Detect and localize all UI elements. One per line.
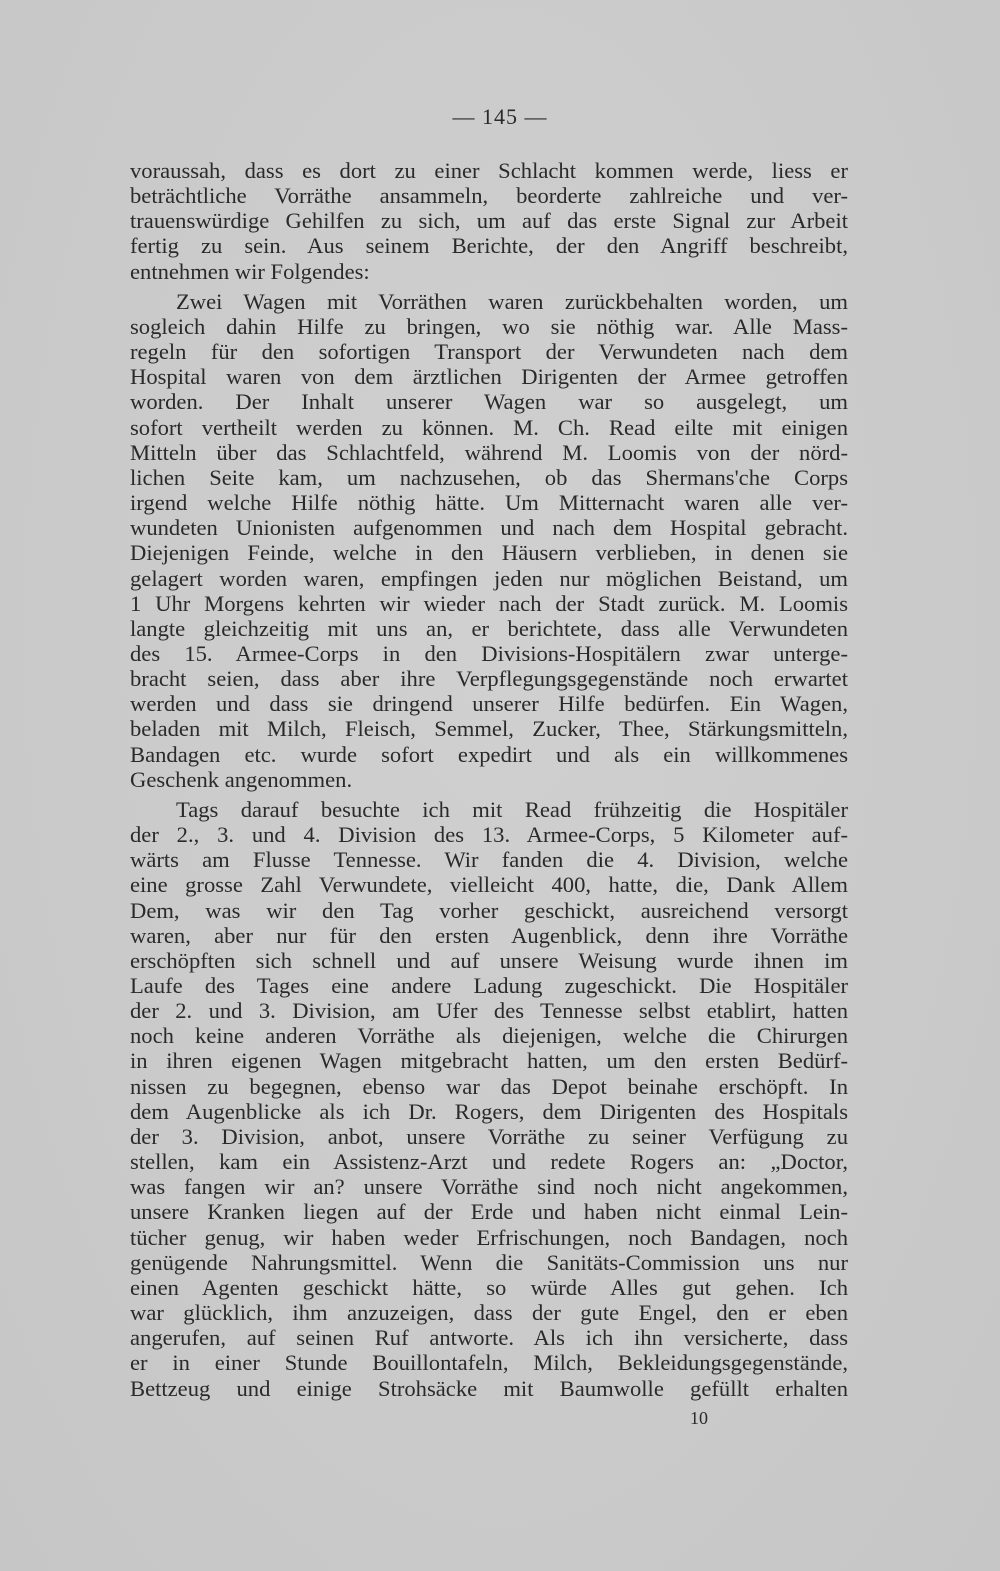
text-line: worden. Der Inhalt unserer Wagen war so ausgelegt, um [130,389,848,415]
text-line: was fangen wir an? unsere Vorräthe sind noch nicht angekommen, [130,1174,848,1200]
text-line: genügende Nahrungsmittel. Wenn die Sanitäts-Commission uns nur [130,1249,848,1275]
text-line: erschöpften sich schnell und auf unsere Weisung wurde ihnen im [130,947,848,973]
text-line: einen Agenten geschickt hätte, so würde Alles gut gehen. Ich [130,1274,848,1300]
page-number-header: — 145 — [452,104,548,129]
text-line: stellen, kam ein Assistenz-Arzt und redete Rogers an: „Doctor, [130,1149,848,1175]
text-line: er in einer Stunde Bouillontafeln, Milch, Bekleidungsgegenstände, [130,1350,848,1376]
text-line: des 15. Armee-Corps in den Divisions-Hospitälern zwar unterge- [130,640,848,666]
text-line: unsere Kranken liegen auf der Erde und haben nicht einmal Lein- [130,1199,848,1225]
text-line: Zwei Wagen mit Vorräthen waren zurückbehalten worden, um [176,288,848,314]
text-line: Dem, was wir den Tag vorher geschickt, ausreichend versorgt [130,897,848,923]
text-line: irgend welche Hilfe nöthig hätte. Um Mitternacht waren alle ver- [130,490,848,516]
text-line: tücher genug, wir haben weder Erfrischungen, noch Bandagen, noch [130,1224,848,1250]
text-line: bracht seien, dass aber ihre Verpflegungsgegenstände noch erwartet [130,666,848,692]
text-line: war glücklich, ihm anzuzeigen, dass der gute Engel, den er eben [130,1300,848,1326]
body-text [130,158,848,1401]
text-line: regeln für den sofortigen Transport der Verwundeten nach dem [130,339,848,365]
text-line: Bandagen etc. wurde sofort expedirt und als ein willkommenes [130,741,848,767]
text-line: noch keine anderen Vorräthe als diejenigen, welche die Chirurgen [130,1023,848,1049]
text-line: waren, aber nur für den ersten Augenblick, denn ihre Vorräthe [130,922,848,948]
paragraph [130,797,848,1401]
text-line: der 2., 3. und 4. Division des 13. Armee-Corps, 5 Kilometer auf- [130,822,848,848]
text-line: beladen mit Milch, Fleisch, Semmel, Zucker, Thee, Stärkungsmitteln, [130,716,848,742]
text-line: Tags darauf besuchte ich mit Read frühzeitig die Hospitäler [176,796,848,822]
text-line: Diejenigen Feinde, welche in den Häusern verblieben, in denen sie [130,540,848,566]
signature-mark: 10 [690,1408,708,1428]
text-line: wärts am Flusse Tennesse. Wir fanden die 4. Division, welche [130,847,848,873]
text-line: lichen Seite kam, um nachzusehen, ob das Shermans'che Corps [130,464,848,490]
text-line: entnehmen wir Folgendes: [130,258,370,284]
text-line: gelagert worden waren, empfingen jeden nur möglichen Beistand, um [130,565,848,591]
text-line: sogleich dahin Hilfe zu bringen, wo sie nöthig war. Alle Mass- [130,313,848,339]
text-line: in ihren eigenen Wagen mitgebracht hatten, um den ersten Bedürf- [130,1048,848,1074]
text-line: 1 Uhr Morgens kehrten wir wieder nach der Stadt zurück. M. Loomis [130,590,848,616]
text-line: werden und dass sie dringend unserer Hilfe bedürfen. Ein Wagen, [130,691,848,717]
text-line: fertig zu sein. Aus seinem Berichte, der den Angriff beschreibt, [130,233,848,259]
paragraph [130,289,848,792]
text-line: eine grosse Zahl Verwundete, vielleicht 400, hatte, die, Dank Allem [130,872,848,898]
text-line: nissen zu begegnen, ebenso war das Depot beinahe erschöpft. In [130,1073,848,1099]
text-line: der 2. und 3. Division, am Ufer des Tennesse selbst etablirt, hatten [130,998,848,1024]
paragraph [130,158,848,284]
text-line: angerufen, auf seinen Ruf antworte. Als ich ihn versicherte, dass [130,1325,848,1351]
text-line: Hospital waren von dem ärztlichen Dirigenten der Armee getroffen [130,364,848,390]
text-line: sofort vertheilt werden zu können. M. Ch. Read eilte mit einigen [130,414,848,440]
text-line: trauenswürdige Gehilfen zu sich, um auf das erste Signal zur Arbeit [130,208,848,234]
text-line: Mitteln über das Schlachtfeld, während M. Loomis von der nörd- [130,439,848,465]
text-line: Laufe des Tages eine andere Ladung zugeschickt. Die Hospitäler [130,973,848,998]
text-line: Geschenk angenommen. [130,766,353,792]
text-line: dem Augenblicke als ich Dr. Rogers, dem Dirigenten des Hospitals [130,1098,848,1124]
text-line: langte gleichzeitig mit uns an, er berichtete, dass alle Verwundeten [130,615,848,641]
text-line: beträchtliche Vorräthe ansammeln, beorderte zahlreiche und ver- [130,183,848,209]
text-line: voraussah, dass es dort zu einer Schlacht kommen werde, liess er [130,158,848,183]
text-line: Bettzeug und einige Strohsäcke mit Baumwolle gefüllt erhalten [130,1375,848,1401]
text-line: wundeten Unionisten aufgenommen und nach dem Hospital gebracht. [130,515,848,541]
text-line: der 3. Division, anbot, unsere Vorräthe zu seiner Verfügung zu [130,1123,848,1149]
